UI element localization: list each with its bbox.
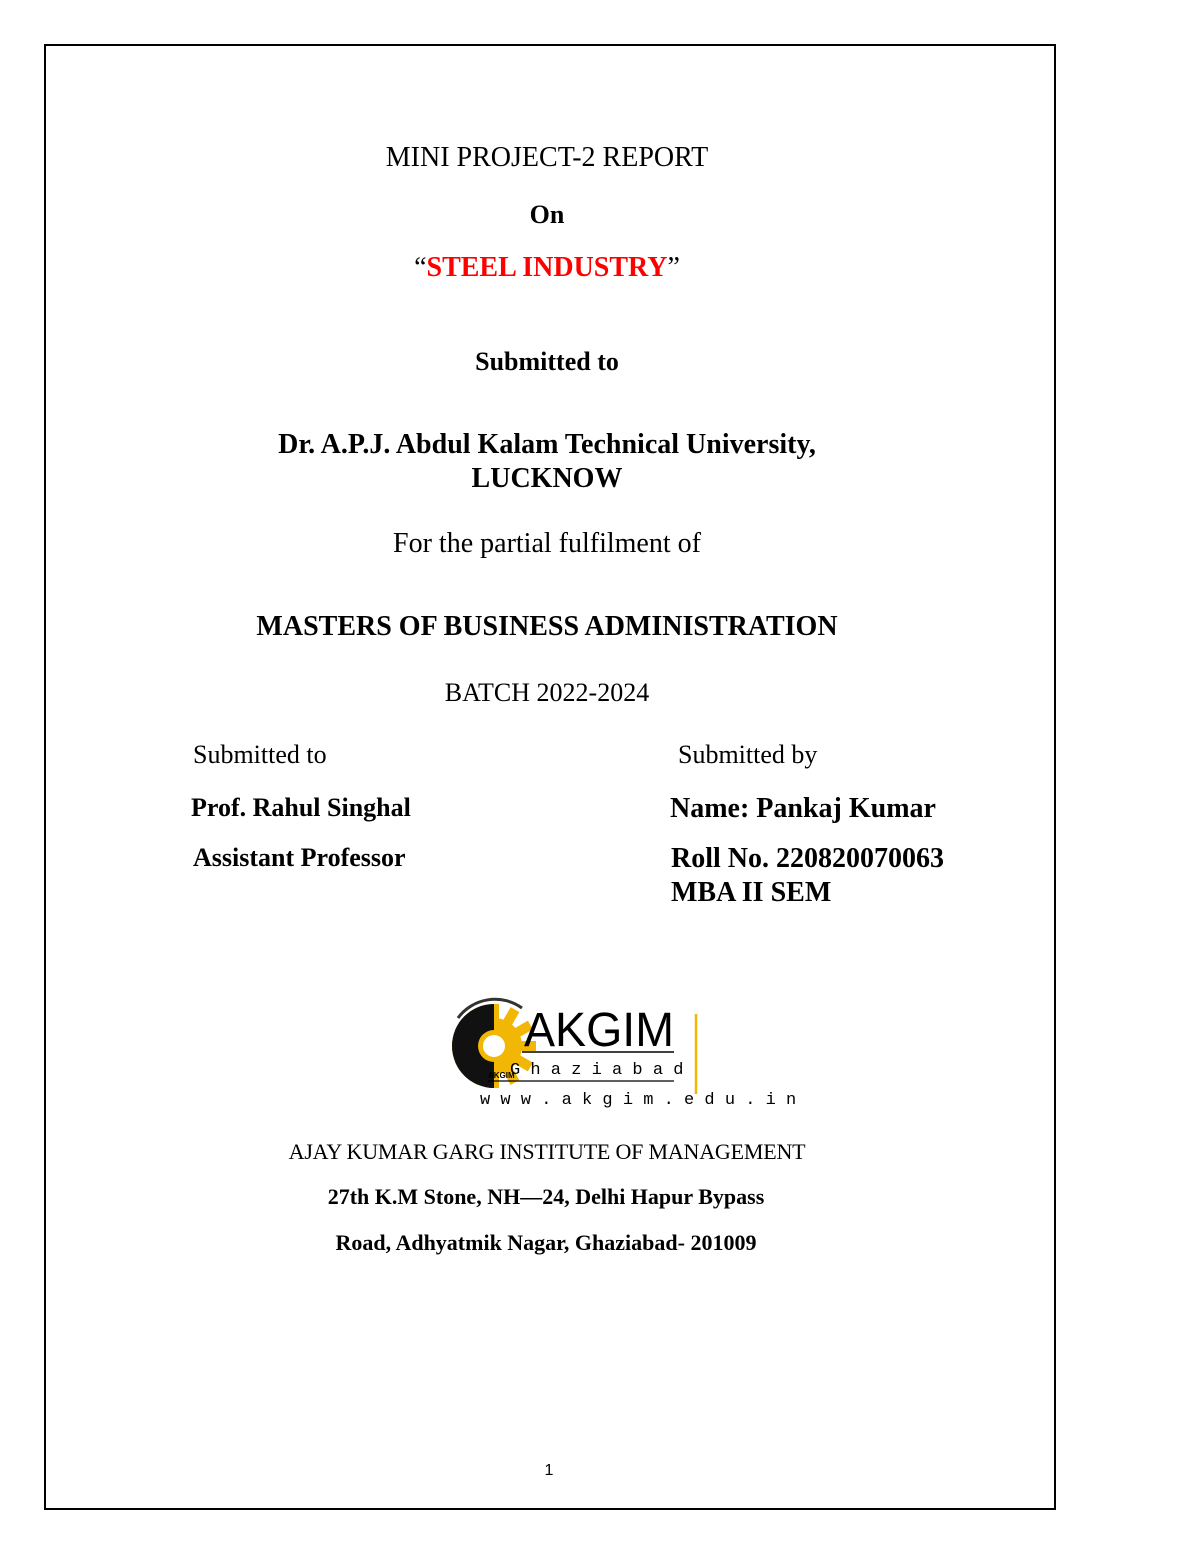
- institute-name: AJAY KUMAR GARG INSTITUTE OF MANAGEMENT: [288, 1139, 806, 1164]
- topic-close-quote: ”: [667, 252, 680, 283]
- submitted-by-label: Submitted by: [678, 740, 818, 769]
- degree-name: MASTERS OF BUSINESS ADMINISTRATION: [256, 611, 838, 642]
- partial-fulfilment-text: For the partial fulfilment of: [393, 528, 701, 559]
- institute-address-line2: Road, Adhyatmik Nagar, Ghaziabad- 201009: [335, 1230, 757, 1255]
- student-name: Name: Pankaj Kumar: [670, 793, 936, 824]
- institute-address-line1: 27th K.M Stone, NH—24, Delhi Hapur Bypass: [327, 1184, 765, 1209]
- program-semester: MBA II SEM: [671, 877, 832, 908]
- logo-badge: AKGIM: [488, 1071, 515, 1080]
- university-name: Dr. A.P.J. Abdul Kalam Technical University,: [278, 429, 816, 460]
- on-label: On: [529, 200, 565, 229]
- report-title: MINI PROJECT-2 REPORT: [385, 142, 709, 173]
- supervisor-name: Prof. Rahul Singhal: [191, 793, 411, 822]
- topic-line: [0, 254, 1094, 282]
- submitted-to-heading: Submitted to: [475, 347, 619, 376]
- topic-open-quote: “: [414, 252, 427, 283]
- university-city: LUCKNOW: [471, 463, 623, 494]
- logo-city: G h a z i a b a d: [510, 1061, 684, 1080]
- logo-wordmark: AKGIM: [524, 1004, 674, 1057]
- submitted-to-label: Submitted to: [193, 740, 327, 769]
- report-topic: STEEL INDUSTRY: [426, 252, 668, 283]
- page-number: 1: [544, 1462, 554, 1479]
- akgim-logo: [452, 994, 797, 1110]
- logo-website: w w w . a k g i m . e d u . i n: [480, 1091, 797, 1110]
- batch-text: BATCH 2022-2024: [444, 678, 650, 707]
- roll-number: Roll No. 220820070063: [671, 843, 944, 874]
- supervisor-designation: Assistant Professor: [193, 843, 406, 872]
